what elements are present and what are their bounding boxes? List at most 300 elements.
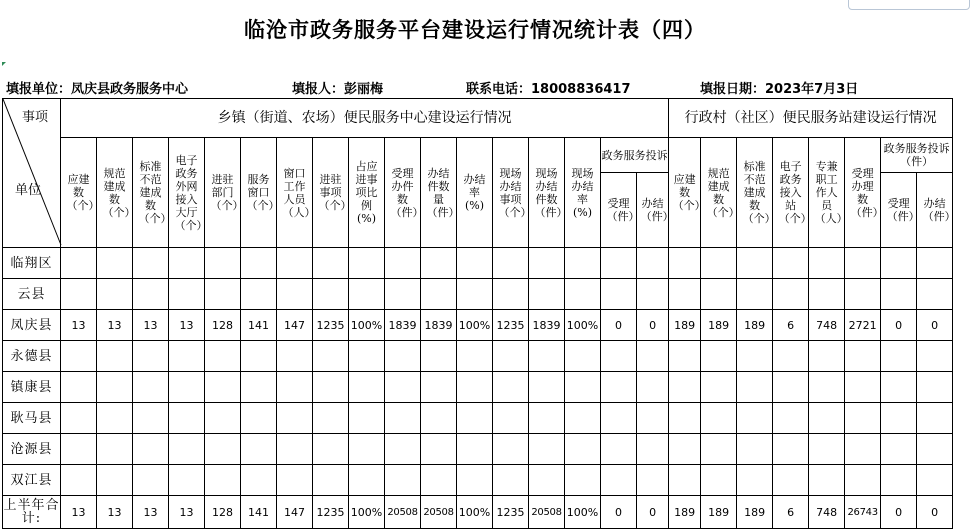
column-header-text: 现场办结事项（个） (498, 166, 532, 219)
column-header[interactable] (241, 138, 280, 248)
data-cell[interactable] (421, 310, 457, 341)
data-cell[interactable] (277, 465, 313, 496)
data-cell[interactable] (61, 341, 97, 372)
data-cell-text: 13 (179, 318, 194, 332)
data-cell[interactable] (529, 310, 565, 341)
data-cell[interactable] (737, 279, 773, 310)
data-cell[interactable] (421, 248, 457, 279)
complaint-header-town-text: 政务服务投诉 (601, 148, 668, 162)
data-cell-text: 189 (674, 505, 696, 519)
data-cell[interactable] (529, 279, 565, 310)
row-label[interactable] (3, 248, 61, 279)
data-cell[interactable] (169, 496, 205, 529)
data-cell[interactable] (701, 279, 737, 310)
data-cell[interactable] (313, 279, 349, 310)
data-cell[interactable] (637, 248, 669, 279)
data-cell[interactable] (457, 310, 493, 341)
data-cell[interactable] (205, 496, 241, 529)
data-cell[interactable] (845, 341, 881, 372)
column-header[interactable] (917, 173, 956, 248)
data-cell[interactable] (133, 341, 169, 372)
data-cell[interactable] (845, 279, 881, 310)
data-cell-text: 100% (458, 318, 491, 332)
data-cell[interactable] (917, 434, 953, 465)
data-cell[interactable] (701, 496, 737, 529)
column-header[interactable] (529, 138, 568, 248)
column-header-text: 规范建成数（个） (102, 166, 136, 219)
row-label[interactable] (3, 310, 61, 341)
data-cell[interactable] (385, 465, 421, 496)
data-cell[interactable] (385, 341, 421, 372)
data-cell[interactable] (669, 341, 701, 372)
data-cell[interactable] (809, 248, 845, 279)
data-cell[interactable] (737, 465, 773, 496)
data-cell[interactable] (313, 496, 349, 529)
data-cell[interactable] (809, 310, 845, 341)
row-label[interactable] (3, 496, 61, 529)
column-header-text: 占应进事项比例(%) (355, 160, 378, 225)
data-cell[interactable] (601, 310, 637, 341)
complaint-header-town[interactable] (601, 138, 669, 173)
data-cell[interactable] (845, 403, 881, 434)
row-label[interactable] (3, 403, 61, 434)
data-cell[interactable] (97, 310, 133, 341)
data-cell[interactable] (881, 434, 917, 465)
data-cell[interactable] (845, 310, 881, 341)
data-cell[interactable] (917, 372, 953, 403)
data-cell[interactable] (61, 496, 97, 529)
data-cell[interactable] (881, 465, 917, 496)
data-cell[interactable] (169, 341, 205, 372)
data-cell[interactable] (61, 310, 97, 341)
data-cell[interactable] (917, 403, 953, 434)
data-cell[interactable] (133, 403, 169, 434)
data-cell[interactable] (773, 372, 809, 403)
data-cell[interactable] (637, 403, 669, 434)
data-cell[interactable] (205, 279, 241, 310)
data-cell[interactable] (457, 465, 493, 496)
data-cell[interactable] (773, 434, 809, 465)
data-cell[interactable] (277, 403, 313, 434)
column-header[interactable] (277, 138, 316, 248)
data-cell[interactable] (529, 248, 565, 279)
corner-header[interactable] (3, 99, 61, 248)
data-cell[interactable] (737, 248, 773, 279)
data-cell[interactable] (313, 434, 349, 465)
data-cell[interactable] (241, 434, 277, 465)
data-cell[interactable] (205, 310, 241, 341)
data-cell[interactable] (457, 372, 493, 403)
column-header[interactable] (701, 138, 740, 248)
data-cell[interactable] (385, 372, 421, 403)
data-cell[interactable] (529, 465, 565, 496)
data-cell[interactable] (881, 372, 917, 403)
data-cell[interactable] (601, 465, 637, 496)
data-cell[interactable] (97, 496, 133, 529)
data-cell-text: 1235 (316, 318, 345, 332)
data-cell[interactable] (61, 279, 97, 310)
data-cell-text: 100% (566, 318, 599, 332)
column-header[interactable] (737, 138, 776, 248)
data-cell[interactable] (809, 465, 845, 496)
data-cell[interactable] (133, 310, 169, 341)
column-header[interactable] (385, 138, 424, 248)
data-cell[interactable] (421, 372, 457, 403)
data-cell[interactable] (133, 465, 169, 496)
data-cell[interactable] (565, 403, 601, 434)
data-cell[interactable] (277, 279, 313, 310)
data-cell[interactable] (385, 434, 421, 465)
data-cell[interactable] (277, 341, 313, 372)
data-cell[interactable] (241, 279, 277, 310)
data-cell[interactable] (421, 496, 457, 529)
data-cell[interactable] (529, 341, 565, 372)
data-cell[interactable] (601, 248, 637, 279)
data-cell[interactable] (385, 279, 421, 310)
data-cell[interactable] (349, 496, 385, 529)
data-cell-text: 20508 (531, 506, 562, 518)
data-cell[interactable] (421, 465, 457, 496)
column-header-text: 办结（件） (640, 197, 674, 223)
data-cell[interactable] (881, 341, 917, 372)
cell-marker (2, 62, 6, 66)
data-cell[interactable] (701, 403, 737, 434)
data-cell[interactable] (385, 248, 421, 279)
filling-unit: 填报单位：凤庆县政务服务中心 (6, 82, 189, 97)
data-cell[interactable] (493, 496, 529, 529)
data-cell[interactable] (917, 279, 953, 310)
data-cell[interactable] (809, 496, 845, 529)
data-cell[interactable] (701, 434, 737, 465)
data-cell[interactable] (809, 403, 845, 434)
row-label[interactable] (3, 465, 61, 496)
data-cell[interactable] (565, 372, 601, 403)
data-cell[interactable] (61, 465, 97, 496)
contact-phone: 联系电话：18008836417 (466, 82, 631, 97)
row-label-text: 镇康县 (10, 379, 53, 395)
data-cell[interactable] (457, 403, 493, 434)
data-cell[interactable] (169, 465, 205, 496)
data-cell[interactable] (349, 434, 385, 465)
data-cell[interactable] (313, 248, 349, 279)
data-cell[interactable] (669, 279, 701, 310)
complaint-header-village[interactable] (881, 138, 953, 173)
data-cell[interactable] (133, 372, 169, 403)
data-cell[interactable] (313, 341, 349, 372)
data-cell-text: 141 (248, 318, 269, 332)
column-header[interactable] (773, 138, 812, 248)
column-header[interactable] (637, 173, 674, 248)
data-cell[interactable] (565, 341, 601, 372)
data-cell-text: 6 (787, 505, 795, 519)
column-header[interactable] (61, 138, 100, 248)
table-row (3, 496, 953, 529)
column-header[interactable] (97, 138, 136, 248)
data-cell[interactable] (565, 310, 601, 341)
data-cell[interactable] (637, 434, 669, 465)
data-cell[interactable] (773, 310, 809, 341)
column-header[interactable] (457, 138, 493, 248)
data-cell[interactable] (493, 403, 529, 434)
data-cell[interactable] (669, 310, 701, 341)
data-cell[interactable] (205, 434, 241, 465)
data-cell[interactable] (529, 372, 565, 403)
data-cell[interactable] (205, 341, 241, 372)
data-cell[interactable] (169, 434, 205, 465)
data-cell[interactable] (493, 465, 529, 496)
data-cell[interactable] (277, 372, 313, 403)
data-cell[interactable] (845, 465, 881, 496)
data-cell[interactable] (205, 248, 241, 279)
data-cell[interactable] (349, 248, 385, 279)
data-cell[interactable] (313, 310, 349, 341)
data-cell[interactable] (637, 496, 669, 529)
data-cell[interactable] (313, 403, 349, 434)
data-cell[interactable] (637, 465, 669, 496)
data-cell[interactable] (637, 279, 669, 310)
data-cell[interactable] (601, 434, 637, 465)
data-cell[interactable] (61, 434, 97, 465)
data-cell[interactable] (493, 341, 529, 372)
data-cell[interactable] (385, 403, 421, 434)
column-header-text: 受理（件） (886, 197, 920, 223)
data-cell[interactable] (565, 496, 601, 529)
data-cell[interactable] (669, 496, 701, 529)
column-header-text: 窗口工作人员（人） (282, 166, 316, 219)
data-cell[interactable] (421, 434, 457, 465)
data-cell[interactable] (349, 279, 385, 310)
table-row (3, 372, 953, 403)
group-header-town[interactable] (61, 99, 669, 138)
data-cell[interactable] (917, 341, 953, 372)
data-cell[interactable] (133, 279, 169, 310)
column-header[interactable] (845, 138, 884, 248)
data-cell[interactable] (669, 434, 701, 465)
column-header[interactable] (169, 138, 208, 248)
data-cell[interactable] (881, 403, 917, 434)
row-label[interactable] (3, 372, 61, 403)
data-cell[interactable] (881, 310, 917, 341)
data-cell[interactable] (737, 496, 773, 529)
data-cell-text: 1839 (424, 318, 453, 332)
column-header[interactable] (809, 138, 848, 248)
data-cell[interactable] (917, 248, 953, 279)
data-cell[interactable] (737, 341, 773, 372)
data-cell[interactable] (917, 465, 953, 496)
data-cell[interactable] (241, 465, 277, 496)
data-cell[interactable] (97, 434, 133, 465)
column-header[interactable] (669, 138, 706, 248)
data-cell[interactable] (565, 434, 601, 465)
column-header-text: 现场办结率(%) (571, 166, 594, 219)
data-cell[interactable] (701, 248, 737, 279)
data-cell[interactable] (809, 434, 845, 465)
data-cell[interactable] (97, 372, 133, 403)
data-cell[interactable] (493, 279, 529, 310)
data-cell[interactable] (669, 403, 701, 434)
data-cell[interactable] (169, 310, 205, 341)
data-cell[interactable] (457, 496, 493, 529)
data-cell[interactable] (845, 496, 881, 529)
data-cell[interactable] (241, 403, 277, 434)
data-cell[interactable] (701, 310, 737, 341)
data-cell[interactable] (421, 341, 457, 372)
data-cell[interactable] (737, 403, 773, 434)
data-cell[interactable] (845, 248, 881, 279)
data-cell[interactable] (313, 372, 349, 403)
data-cell[interactable] (881, 248, 917, 279)
data-cell[interactable] (529, 434, 565, 465)
data-cell[interactable] (737, 434, 773, 465)
row-label[interactable] (3, 279, 61, 310)
data-cell[interactable] (529, 403, 565, 434)
data-cell[interactable] (457, 248, 493, 279)
data-cell[interactable] (61, 248, 97, 279)
data-cell[interactable] (565, 248, 601, 279)
row-label[interactable] (3, 341, 61, 372)
data-cell[interactable] (421, 403, 457, 434)
data-cell[interactable] (205, 403, 241, 434)
data-cell[interactable] (349, 310, 385, 341)
data-cell[interactable] (773, 403, 809, 434)
column-header[interactable] (601, 173, 640, 248)
data-cell[interactable] (809, 279, 845, 310)
column-header[interactable] (881, 173, 920, 248)
group-header-village[interactable] (669, 99, 953, 138)
data-cell[interactable] (385, 496, 421, 529)
data-cell[interactable] (457, 434, 493, 465)
data-cell[interactable] (601, 372, 637, 403)
data-cell[interactable] (97, 465, 133, 496)
data-cell[interactable] (773, 341, 809, 372)
data-cell[interactable] (169, 279, 205, 310)
column-header[interactable] (493, 138, 532, 248)
column-header-text: 标准不范建成数（个） (138, 160, 172, 225)
data-cell[interactable] (349, 341, 385, 372)
data-cell[interactable] (637, 310, 669, 341)
data-cell-text: 1839 (532, 318, 561, 332)
data-cell-text: 13 (179, 505, 194, 519)
data-cell[interactable] (97, 341, 133, 372)
data-cell[interactable] (493, 434, 529, 465)
data-cell[interactable] (565, 279, 601, 310)
data-cell[interactable] (637, 341, 669, 372)
data-cell[interactable] (701, 465, 737, 496)
data-cell[interactable] (61, 372, 97, 403)
column-header[interactable] (313, 138, 352, 248)
data-cell[interactable] (669, 248, 701, 279)
data-cell[interactable] (809, 372, 845, 403)
data-cell[interactable] (241, 496, 277, 529)
data-cell[interactable] (701, 341, 737, 372)
column-header-text: 受理办件数（件） (390, 166, 424, 219)
data-cell[interactable] (241, 248, 277, 279)
data-cell-text: 20508 (387, 506, 418, 518)
data-cell[interactable] (737, 310, 773, 341)
column-header[interactable] (421, 138, 460, 248)
data-cell[interactable] (313, 465, 349, 496)
data-cell[interactable] (845, 372, 881, 403)
table-row (3, 248, 953, 279)
data-cell[interactable] (349, 403, 385, 434)
data-cell[interactable] (773, 496, 809, 529)
data-cell[interactable] (205, 465, 241, 496)
data-cell[interactable] (457, 279, 493, 310)
data-cell[interactable] (205, 372, 241, 403)
data-cell[interactable] (669, 465, 701, 496)
data-cell[interactable] (169, 248, 205, 279)
column-header[interactable] (133, 138, 172, 248)
data-cell[interactable] (277, 496, 313, 529)
data-cell[interactable] (601, 403, 637, 434)
data-cell[interactable] (845, 434, 881, 465)
data-cell[interactable] (565, 465, 601, 496)
data-cell[interactable] (493, 248, 529, 279)
data-cell[interactable] (773, 279, 809, 310)
column-header[interactable] (349, 138, 385, 248)
data-cell[interactable] (349, 465, 385, 496)
data-cell[interactable] (133, 434, 169, 465)
data-cell[interactable] (385, 310, 421, 341)
data-cell-text: 748 (816, 318, 838, 332)
data-cell[interactable] (601, 341, 637, 372)
data-cell[interactable] (241, 372, 277, 403)
data-cell[interactable] (421, 279, 457, 310)
data-cell[interactable] (97, 248, 133, 279)
data-cell-text: 13 (143, 505, 158, 519)
data-cell[interactable] (809, 341, 845, 372)
data-cell[interactable] (601, 496, 637, 529)
data-cell[interactable] (773, 465, 809, 496)
data-cell[interactable] (493, 372, 529, 403)
data-cell[interactable] (881, 496, 917, 529)
data-cell[interactable] (773, 248, 809, 279)
data-cell[interactable] (277, 434, 313, 465)
data-cell[interactable] (97, 279, 133, 310)
data-cell[interactable] (349, 372, 385, 403)
table-row (3, 341, 953, 372)
data-cell[interactable] (241, 310, 277, 341)
data-cell[interactable] (701, 372, 737, 403)
statistics-table (2, 98, 956, 529)
data-cell[interactable] (881, 279, 917, 310)
data-cell[interactable] (169, 372, 205, 403)
data-cell[interactable] (917, 310, 953, 341)
data-cell-text: 13 (143, 318, 158, 332)
column-header-text: 办结（件） (922, 197, 956, 223)
column-header[interactable] (565, 138, 601, 248)
column-header[interactable] (205, 138, 244, 248)
data-cell[interactable] (669, 372, 701, 403)
data-cell[interactable] (277, 310, 313, 341)
data-cell[interactable] (133, 496, 169, 529)
data-cell[interactable] (601, 279, 637, 310)
data-cell[interactable] (169, 403, 205, 434)
data-cell[interactable] (277, 248, 313, 279)
row-label[interactable] (3, 434, 61, 465)
data-cell[interactable] (457, 341, 493, 372)
data-cell[interactable] (97, 403, 133, 434)
data-cell[interactable] (133, 248, 169, 279)
data-cell[interactable] (529, 496, 565, 529)
data-cell[interactable] (493, 310, 529, 341)
row-label-text: 凤庆县 (10, 317, 53, 333)
data-cell[interactable] (61, 403, 97, 434)
data-cell[interactable] (637, 372, 669, 403)
data-cell[interactable] (737, 372, 773, 403)
data-cell[interactable] (917, 496, 953, 529)
data-cell[interactable] (241, 341, 277, 372)
